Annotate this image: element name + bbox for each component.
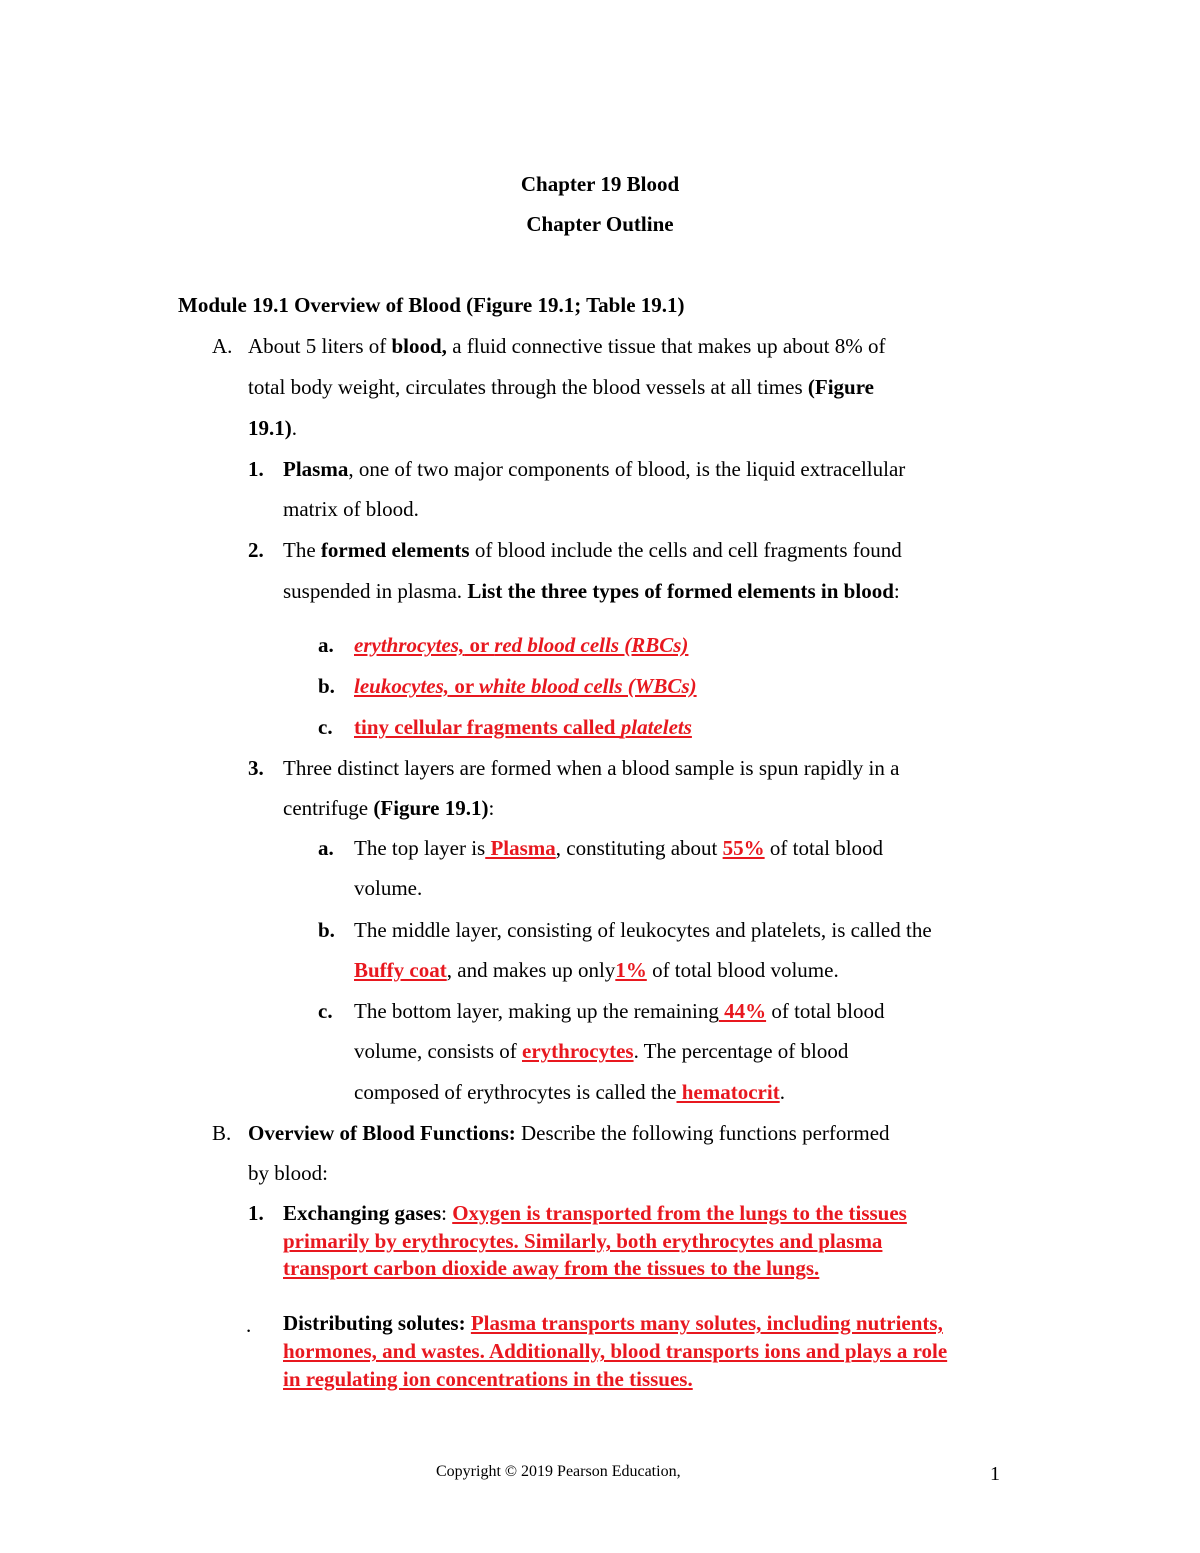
formed-c-letter: c. xyxy=(318,715,333,739)
b-item-2-line-3: in regulating ion concentrations in the tissues. xyxy=(283,1367,693,1391)
module-heading: Module 19.1 Overview of Blood (Figure 19.1; Table 19.1) xyxy=(178,293,685,317)
a-item-1-number: 1. xyxy=(248,457,264,481)
b-item-1-line-2: primarily by erythrocytes. Similarly, both erythrocytes and plasma xyxy=(283,1229,883,1253)
chapter-title: Chapter 19 Blood xyxy=(520,172,680,196)
section-a-line-1: About 5 liters of blood, a fluid connective tissue that makes up about 8% of xyxy=(248,334,886,358)
a-item-3-line-2: centrifuge (Figure 19.1): xyxy=(283,796,495,820)
a-item-1-line-1: Plasma, one of two major components of blood, is the liquid extracellular xyxy=(283,457,906,481)
a-item-2-line-2: suspended in plasma. List the three types of formed elements in blood: xyxy=(283,579,900,603)
footer-copyright: Copyright © 2019 Pearson Education, xyxy=(436,1463,681,1480)
layer-c-line-3: composed of erythrocytes is called the hematocrit. xyxy=(354,1080,785,1104)
layer-b-line-1: The middle layer, consisting of leukocytes and platelets, is called the xyxy=(354,918,932,942)
b-item-1-line-1: Exchanging gases: Oxygen is transported from the lungs to the tissues xyxy=(283,1201,907,1225)
formed-c-answer: tiny cellular fragments called platelets xyxy=(354,715,692,739)
a-item-3-line-1: Three distinct layers are formed when a blood sample is spun rapidly in a xyxy=(283,756,900,780)
section-b-letter: B. xyxy=(212,1121,232,1145)
a-item-2-number: 2. xyxy=(248,538,264,562)
a-item-1-line-2: matrix of blood. xyxy=(283,497,419,521)
formed-a-letter: a. xyxy=(318,633,334,657)
layer-a-line-1: The top layer is Plasma, constituting about 55% of total blood xyxy=(354,836,884,860)
section-a-line-2: total body weight, circulates through the blood vessels at all times (Figure xyxy=(248,375,874,399)
page-number: 1 xyxy=(990,1463,1000,1485)
a-item-3-number: 3. xyxy=(248,756,264,780)
layer-b-line-2: Buffy coat, and makes up only1% of total blood volume. xyxy=(354,958,839,982)
layer-b-letter: b. xyxy=(318,918,335,942)
formed-b-answer: leukocytes, or white blood cells (WBCs) xyxy=(354,674,697,698)
section-b-line-1: Overview of Blood Functions: Describe the following functions performed xyxy=(248,1121,890,1145)
formed-a-answer: erythrocytes, or red blood cells (RBCs) xyxy=(354,633,689,657)
section-a-line-3: 19.1). xyxy=(248,416,297,440)
section-b-line-2: by blood: xyxy=(248,1161,328,1185)
chapter-subtitle: Chapter Outline xyxy=(526,212,674,236)
layer-c-line-2: volume, consists of erythrocytes. The percentage of blood xyxy=(354,1039,849,1063)
b-item-2-line-2: hormones, and wastes. Additionally, blood transports ions and plays a role xyxy=(283,1339,948,1363)
section-a-letter: A. xyxy=(212,334,233,358)
formed-b-letter: b. xyxy=(318,674,335,698)
b-item-1-number: 1. xyxy=(248,1201,264,1225)
a-item-2-line-1: The formed elements of blood include the cells and cell fragments found xyxy=(283,538,902,562)
layer-c-line-1: The bottom layer, making up the remaining 44% of total blood xyxy=(354,999,885,1023)
layer-c-letter: c. xyxy=(318,999,333,1023)
b-item-1-line-3: transport carbon dioxide away from the tissues to the lungs. xyxy=(283,1256,820,1280)
b-item-2-number: . xyxy=(246,1313,252,1337)
b-item-2-line-1: Distributing solutes: Plasma transports many solutes, including nutrients, xyxy=(283,1311,943,1335)
layer-a-line-2: volume. xyxy=(354,876,423,900)
layer-a-letter: a. xyxy=(318,836,334,860)
